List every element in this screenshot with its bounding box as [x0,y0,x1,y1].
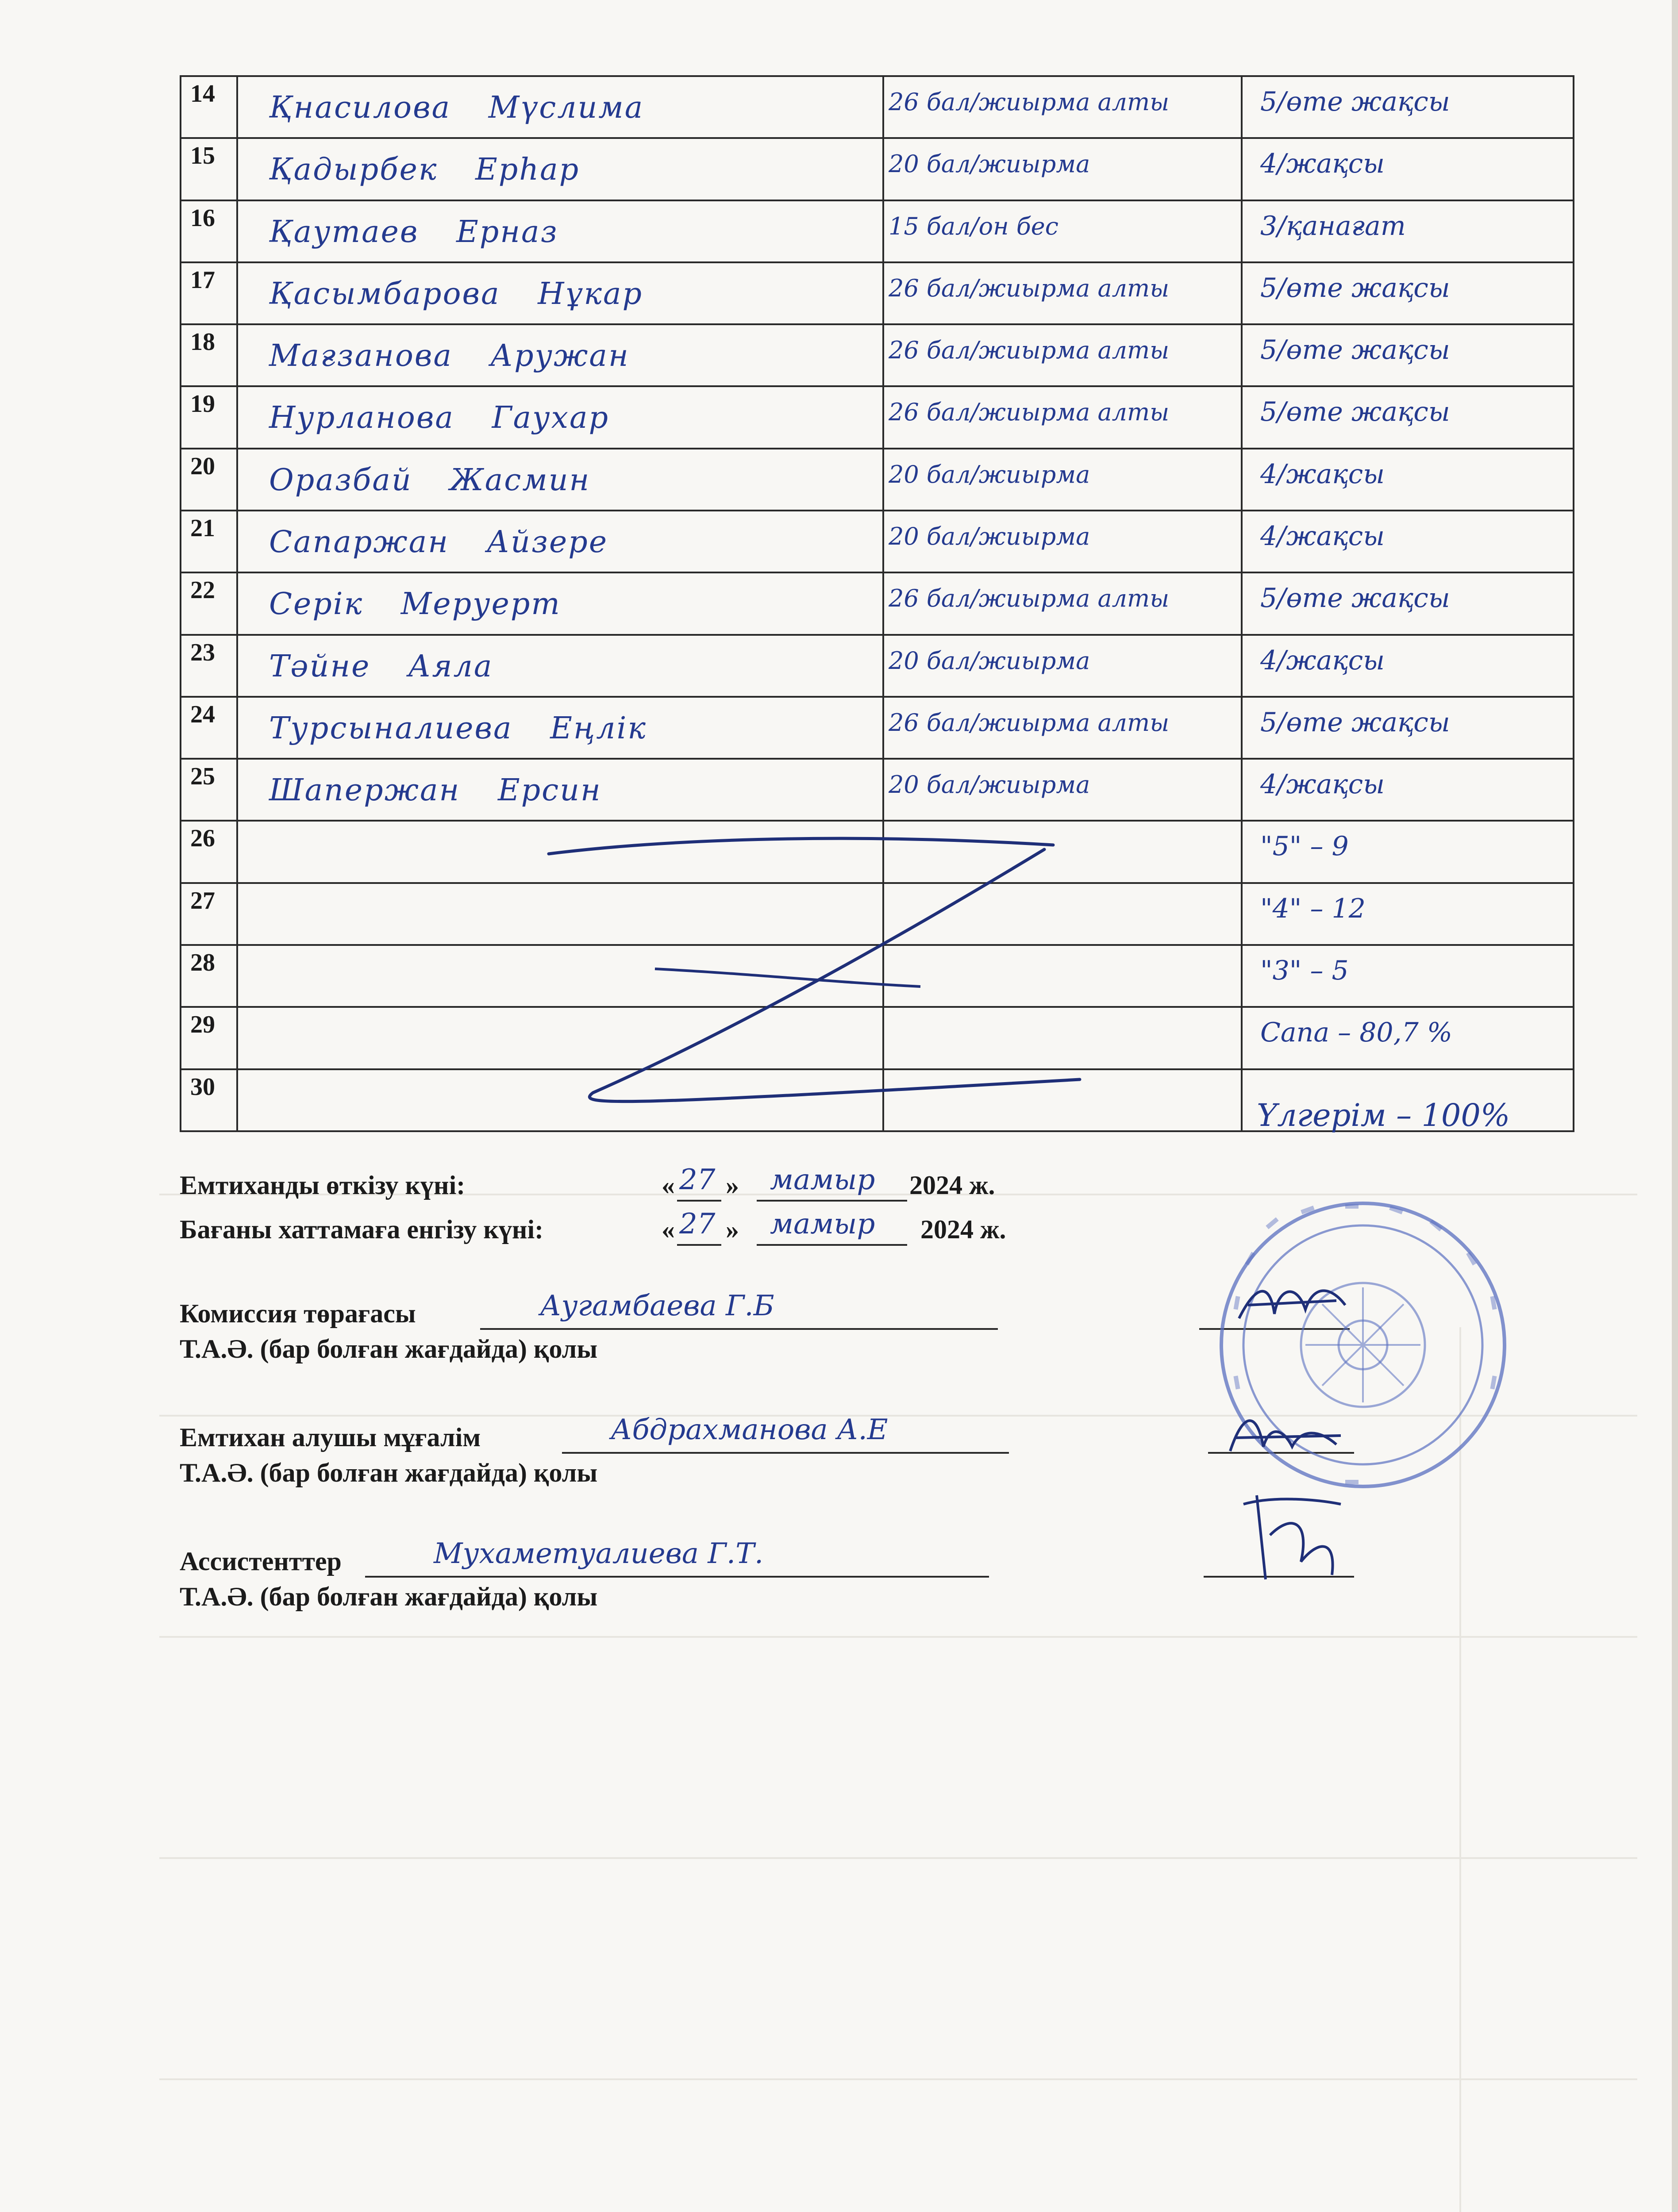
student-grade-cell [1242,697,1574,759]
record-day: 27 [679,1208,716,1240]
table-row [181,76,1574,138]
student-grade: 4/жақсы [1260,769,1385,800]
student-name: Сапаржан Айзере [269,524,608,560]
exam-month: мамыр [770,1164,875,1196]
row-number: 25 [190,763,215,791]
exam-month-underline [757,1200,907,1202]
teacher-name-underline [562,1452,1009,1454]
student-grade-cell [1242,511,1574,572]
assistant-label: Ассистенттер [180,1547,342,1576]
student-score-cell [883,200,1242,262]
row-number: 18 [190,328,215,356]
student-score-cell [883,635,1242,697]
teacher-label: Емтихан алушы мұғалім [180,1423,481,1452]
student-name: Шапержан Ерсин [269,773,602,808]
student-grade: "5" – 9 [1260,831,1349,862]
student-score: 26 бал/жиырма алты [889,398,1170,426]
row-number: 22 [190,576,215,604]
student-grade: "4" – 12 [1260,893,1366,924]
record-day-underline [677,1244,721,1246]
student-score-cell [883,262,1242,324]
table-row [181,759,1574,821]
student-score-cell [883,759,1242,821]
student-name: Қасымбарова Нұкар [269,276,643,311]
row-number-cell [181,945,237,1007]
student-name-cell [237,449,883,511]
row-number: 24 [190,700,215,728]
teacher-signature [1221,1402,1363,1464]
chair-label: Комиссия төрағасы [180,1299,416,1328]
row-number-cell [181,759,237,821]
row-number-cell [181,635,237,697]
row-number: 15 [190,142,215,170]
row-number: 16 [190,204,215,232]
student-grade-cell [1242,324,1574,386]
student-name: Оразбай Жасмин [269,462,591,498]
student-score-cell [883,449,1242,511]
student-name: Нурланова Гаухар [269,400,610,436]
student-score: 20 бал/жиырма [889,522,1090,550]
assistant-name-underline [365,1576,989,1578]
student-grade: 4/жақсы [1260,148,1385,180]
row-number-cell [181,572,237,634]
student-grade: 4/жақсы [1260,645,1385,676]
table-row [181,386,1574,448]
student-name: Қнасилова Мүслима [269,90,644,125]
student-score-cell [883,138,1242,200]
teacher-name: Абдрахманова А.Е [611,1413,888,1446]
row-number-cell [181,76,237,138]
student-score: 20 бал/жиырма [889,150,1090,178]
student-grade: 5/өте жақсы [1260,396,1450,428]
record-date-close-quote: » [726,1215,739,1244]
row-number-cell [181,1007,237,1069]
student-score: 26 бал/жиырма алты [889,88,1170,116]
student-grade: 3/қанағат [1260,210,1406,242]
row-number-cell [181,138,237,200]
student-name-cell [237,635,883,697]
chair-caption: Т.А.Ә. (бар болған жағдайда) қолы [180,1334,598,1363]
student-score: 15 бал/он бес [889,212,1059,240]
row-number-cell [181,449,237,511]
student-name-cell [237,511,883,572]
table-row [181,511,1574,572]
student-score: 26 бал/жиырма алты [889,336,1170,365]
row-number-cell [181,262,237,324]
strike-through-mark [522,814,1097,1115]
exam-day: 27 [679,1164,716,1196]
student-grade-cell [1242,76,1574,138]
student-name-cell [237,138,883,200]
student-name-cell [237,386,883,448]
row-number-cell [181,386,237,448]
student-score: 26 бал/жиырма алты [889,708,1170,737]
progress-note: Үлгерім – 100% [1257,1097,1510,1133]
student-grade-cell [1242,572,1574,634]
student-grade-cell [1242,1007,1574,1069]
student-grade [1243,1070,1573,1082]
student-grade: 4/жақсы [1260,458,1385,490]
assistant-caption: Т.А.Ә. (бар болған жағдайда) қолы [180,1582,598,1611]
row-number: 20 [190,452,215,480]
student-score-cell [883,511,1242,572]
student-name: Тәйне Аяла [269,649,493,684]
student-grade-cell [1242,821,1574,883]
row-number: 26 [190,825,215,853]
student-score-cell [883,697,1242,759]
teacher-caption: Т.А.Ә. (бар болған жағдайда) қолы [180,1458,598,1487]
table-row [181,449,1574,511]
student-name: Турсыналиева Еңлік [269,710,647,746]
student-name-cell [237,76,883,138]
table-row [181,324,1574,386]
row-number: 21 [190,514,215,542]
student-score-cell [883,76,1242,138]
row-number-cell [181,1069,237,1131]
student-grade: Сапа – 80,7 % [1260,1017,1452,1048]
student-score: 20 бал/жиырма [889,646,1090,675]
table-row [181,572,1574,634]
student-grade-cell [1242,138,1574,200]
row-number-cell [181,821,237,883]
chair-signature [1230,1274,1363,1340]
student-score-cell [883,572,1242,634]
exam-year: 2024 ж. [909,1171,995,1200]
student-score: 20 бал/жиырма [889,460,1090,488]
student-grade: "3" – 5 [1260,955,1349,986]
chair-name: Аугамбаева Г.Б [540,1290,774,1322]
student-grade-cell [1242,449,1574,511]
chair-name-underline [480,1328,998,1330]
exam-day-underline [677,1200,721,1202]
table-row [181,138,1574,200]
student-score: 26 бал/жиырма алты [889,274,1170,302]
record-year: 2024 ж. [920,1215,1006,1244]
student-grade-cell [1242,635,1574,697]
record-month: мамыр [770,1208,875,1240]
student-score: 26 бал/жиырма алты [889,584,1170,613]
student-name: Қадырбек Ерһар [269,152,580,188]
student-grade-cell [1242,200,1574,262]
student-grade-cell [1242,386,1574,448]
student-grade: 5/өте жақсы [1260,334,1450,366]
student-grade: 4/жақсы [1260,520,1385,552]
table-row [181,200,1574,262]
row-number: 23 [190,638,215,666]
row-number: 19 [190,390,215,418]
student-name: Қаутаев Ерназ [269,214,558,250]
row-number: 14 [190,80,215,108]
student-grade-cell [1242,262,1574,324]
row-number: 29 [190,1011,215,1039]
exam-date-open-quote: « [662,1171,675,1200]
student-name-cell [237,200,883,262]
row-number-cell [181,200,237,262]
row-number: 17 [190,266,215,294]
student-name-cell [237,324,883,386]
student-name-cell [237,759,883,821]
student-grade: 5/өте жақсы [1260,272,1450,303]
row-number: 28 [190,949,215,976]
record-month-underline [757,1244,907,1246]
student-score: 20 бал/жиырма [889,771,1090,799]
table-row [181,697,1574,759]
student-score-cell [883,386,1242,448]
assistant-name: Мухаметуалиева Г.Т. [434,1537,764,1570]
student-name: Мағзанова Аружан [269,338,630,374]
exam-date-label: Емтиханды өткізу күні: [180,1171,466,1200]
student-grade-cell [1242,945,1574,1007]
record-date-open-quote: « [662,1215,675,1244]
student-name: Серік Меруерт [269,587,561,622]
student-score-cell [883,324,1242,386]
row-number-cell [181,697,237,759]
student-name-cell [237,572,883,634]
row-number-cell [181,324,237,386]
exam-date-close-quote: » [726,1171,739,1200]
row-number-cell [181,511,237,572]
student-name-cell [237,262,883,324]
table-row [181,262,1574,324]
row-number-cell [181,883,237,945]
row-number: 30 [190,1073,215,1101]
student-grade-cell [1242,759,1574,821]
student-grade: 5/өте жақсы [1260,583,1450,614]
student-grade: 5/өте жақсы [1260,86,1450,117]
page-edge-right [1672,0,1678,2212]
row-number: 27 [190,887,215,914]
record-date-label: Бағаны хаттамаға енгізу күні: [180,1215,544,1244]
assistant-signature [1230,1486,1363,1588]
student-grade: 5/өте жақсы [1260,707,1450,738]
student-name-cell [237,697,883,759]
student-grade-cell [1242,883,1574,945]
table-row [181,635,1574,697]
